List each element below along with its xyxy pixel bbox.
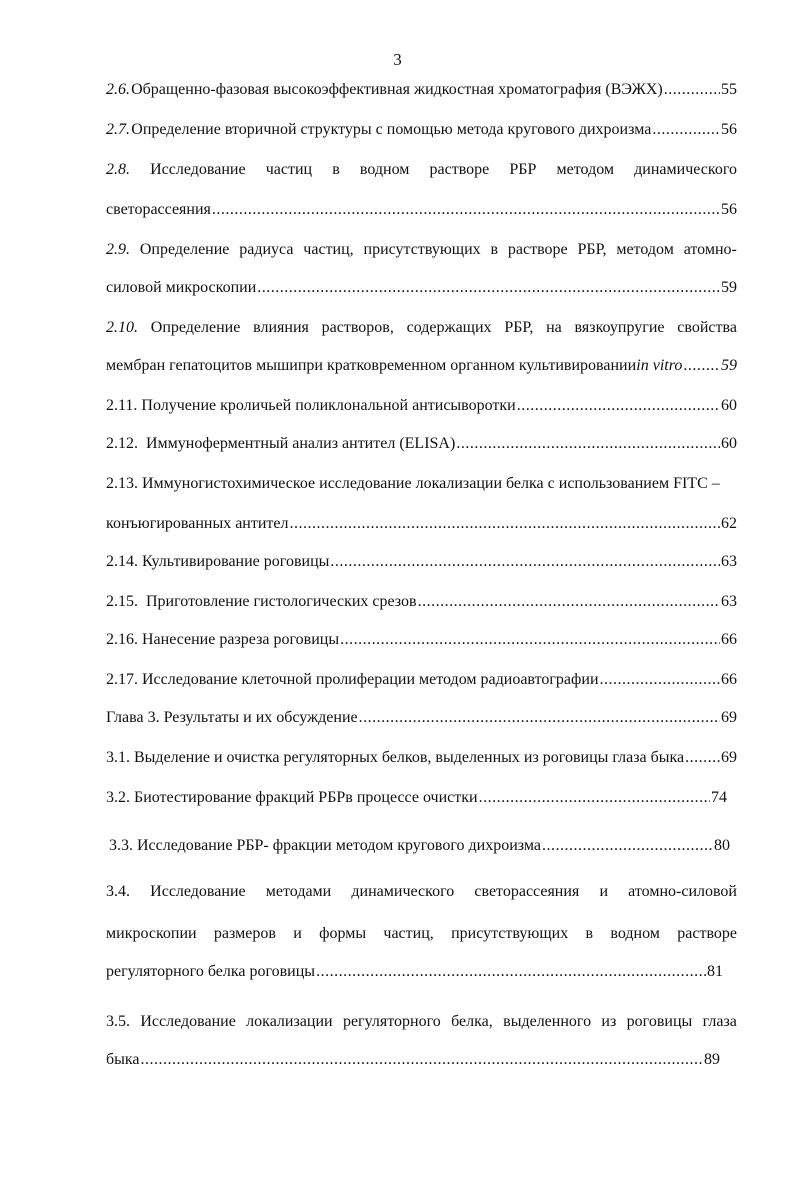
toc-word: динамического	[634, 161, 737, 178]
toc-number: 2.9.	[106, 241, 130, 258]
toc-entry-2-13-line2	[106, 514, 737, 534]
toc-page: 59	[721, 279, 737, 296]
leader-dots	[340, 630, 720, 650]
toc-title: 3.3. Исследование РБР- фракции методом кругового дихроизма	[109, 837, 542, 854]
toc-word: свойства	[677, 319, 737, 336]
toc-word: 3.5.	[106, 1013, 130, 1030]
toc-entry-2-7	[106, 120, 737, 140]
toc-title: 3.1. Выделение и очистка регуляторных белков, выделенных из роговицы глаза быка	[106, 749, 685, 766]
toc-word: частиц	[265, 161, 313, 178]
toc-word: водном	[610, 925, 660, 942]
toc-word: частиц,	[303, 241, 354, 258]
toc-word: в	[585, 925, 594, 942]
toc-word: в	[490, 241, 499, 258]
toc-word: в	[332, 161, 340, 178]
toc-page: 56	[721, 121, 737, 138]
toc-word: локализации	[246, 1013, 333, 1030]
toc-word: вязкоупругие	[574, 319, 665, 336]
toc-entry-3-4-line3	[106, 962, 723, 982]
toc-word: глаза	[702, 1013, 737, 1030]
toc-title: Обращенно-фазовая высокоэффективная жидкостная хроматография (ВЭЖХ)	[131, 81, 663, 98]
toc-title: светорассеяния	[106, 201, 211, 218]
toc-title: 2.17. Исследование клеточной пролиферации методом радиоавтографии	[106, 671, 599, 688]
toc-page: 81	[707, 963, 723, 980]
toc-title: 2.15. Приготовление гистологических срезов	[106, 593, 417, 610]
toc-number: 2.6.	[106, 81, 130, 98]
toc-page: 69	[721, 709, 737, 726]
toc-word: РБР	[509, 161, 537, 178]
leader-dots	[683, 356, 720, 376]
toc-word: формы	[319, 925, 367, 942]
toc-entry-3-3	[109, 836, 730, 856]
toc-page: 56	[721, 201, 737, 218]
toc-word: микроскопии	[106, 925, 197, 942]
toc-entry-2-15	[106, 592, 737, 612]
toc-word: РБР,	[577, 241, 607, 258]
toc-entry-3-4-line2	[106, 924, 737, 944]
toc-title: конъюгированных антител	[106, 515, 289, 532]
toc-word: радиуса	[239, 241, 294, 258]
toc-word: белка,	[451, 1013, 493, 1030]
toc-entry-3-4-line1	[106, 882, 737, 902]
toc-title: Глава 3. Результаты и их обсуждение	[106, 709, 358, 726]
toc-page: 59	[721, 357, 737, 374]
leader-dots	[456, 434, 720, 454]
toc-title: Определение вторичной структуры с помощью метода кругового дихроизма	[131, 121, 652, 138]
toc-word: и	[599, 883, 608, 900]
toc-word: Исследование	[150, 883, 246, 900]
page-number: 3	[393, 50, 402, 69]
toc-entry-2-10-line2	[106, 356, 737, 376]
toc-entry-3-2	[106, 788, 727, 808]
toc-word: присутствующих	[363, 241, 481, 258]
toc-word: роговицы	[626, 1013, 693, 1030]
toc-entry-2-16	[106, 630, 737, 650]
toc-word: Исследование	[140, 1013, 236, 1030]
toc-word: растворов,	[321, 319, 394, 336]
toc-word: растворе	[507, 241, 568, 258]
toc-word: из	[601, 1013, 617, 1030]
leader-dots	[600, 670, 720, 690]
toc-word: РБР,	[504, 319, 534, 336]
toc-word: содержащих	[406, 319, 492, 336]
toc-entry-2-8-line2	[106, 200, 737, 220]
toc-page: 89	[704, 1051, 720, 1068]
toc-title: регуляторного белка роговицы	[106, 963, 316, 980]
leader-dots	[330, 552, 720, 572]
toc-entry-2-9-line1	[106, 240, 737, 260]
toc-title: 2.13. Иммуногистохимическое исследование локализации белка с использованием FITC –	[106, 475, 720, 492]
toc-entry-2-9-line2	[106, 278, 737, 298]
toc-entry-2-6	[106, 80, 737, 100]
toc-title: 2.11. Получение кроличьей поликлональной антисыворотки	[106, 397, 516, 414]
toc-page: 66	[721, 671, 737, 688]
toc-word: Определение	[150, 319, 241, 336]
toc-title: 2.14. Культивирование роговицы	[106, 553, 330, 570]
leader-dots	[290, 514, 721, 534]
toc-page: 74	[711, 789, 727, 806]
leader-dots	[652, 120, 720, 140]
leader-dots	[664, 80, 720, 100]
toc-word: 3.4.	[106, 883, 130, 900]
toc-entry-2-13-line1	[106, 474, 737, 494]
leader-dots	[212, 200, 720, 220]
toc-word: атомно-силовой	[628, 883, 737, 900]
toc-entry-2-17	[106, 670, 737, 690]
toc-word: Определение	[139, 241, 230, 258]
toc-entry-3-5-line2	[106, 1050, 720, 1070]
toc-page: 63	[721, 593, 737, 610]
toc-number: 2.10.	[106, 319, 138, 336]
toc-word: динамического	[351, 883, 455, 900]
toc-word: влияния	[253, 319, 309, 336]
toc-page: 66	[721, 631, 737, 648]
leader-dots	[257, 278, 720, 298]
toc-entry-chapter-3	[106, 708, 737, 728]
toc-word: растворе	[677, 925, 737, 942]
toc-title: 3.2. Биотестирование фракций РБРв процессе очистки	[106, 789, 478, 806]
toc-word: атомно-	[683, 241, 737, 258]
toc-title-italic: in vitro	[636, 357, 683, 374]
toc-word: светорассеяния	[474, 883, 580, 900]
toc-page: 55	[721, 81, 737, 98]
toc-page: 60	[721, 435, 737, 452]
toc-word: регуляторного	[342, 1013, 441, 1030]
leader-dots	[517, 396, 720, 416]
leader-dots	[685, 748, 720, 768]
toc-number: 2.8.	[106, 161, 130, 178]
toc-entry-2-11	[106, 396, 737, 416]
toc-number: 2.7.	[106, 121, 130, 138]
leader-dots	[316, 962, 706, 982]
leader-dots	[141, 1050, 703, 1070]
toc-entry-2-8-line1	[106, 160, 737, 180]
toc-entry-2-14	[106, 552, 737, 572]
toc-word: методом	[616, 241, 674, 258]
toc-entry-2-12	[106, 434, 737, 454]
toc-word: на	[546, 319, 562, 336]
toc-word: присутствующих	[451, 925, 569, 942]
toc-word: выделенного	[503, 1013, 592, 1030]
toc-title: мембран гепатоцитов мышипри кратковременном органном культивировании	[106, 357, 637, 374]
toc-entry-3-5-line1	[106, 1012, 737, 1032]
toc-word: растворе	[429, 161, 490, 178]
toc-word: размеров	[213, 925, 276, 942]
toc-title: 2.12. Иммуноферментный анализ антител (ELISA)	[106, 435, 456, 452]
toc-word: методами	[265, 883, 332, 900]
toc-page: 62	[721, 515, 737, 532]
toc-page: 63	[721, 553, 737, 570]
leader-dots	[542, 836, 713, 856]
toc-word: методом	[556, 161, 615, 178]
toc-word: водном	[359, 161, 410, 178]
toc-page: 80	[714, 837, 730, 854]
toc-word: Исследование	[150, 161, 246, 178]
toc-page: 60	[721, 397, 737, 414]
toc-entry-3-1	[106, 748, 737, 768]
toc-title: силовой микроскопии	[106, 279, 257, 296]
toc-title: 2.16. Нанесение разреза роговицы	[106, 631, 340, 648]
toc-word: и	[293, 925, 302, 942]
toc-entry-2-10-line1	[106, 318, 737, 338]
toc-word: частиц,	[383, 925, 434, 942]
toc-title: быка	[106, 1051, 140, 1068]
leader-dots	[418, 592, 720, 612]
toc-page: 69	[721, 749, 737, 766]
leader-dots	[479, 788, 710, 808]
leader-dots	[359, 708, 720, 728]
